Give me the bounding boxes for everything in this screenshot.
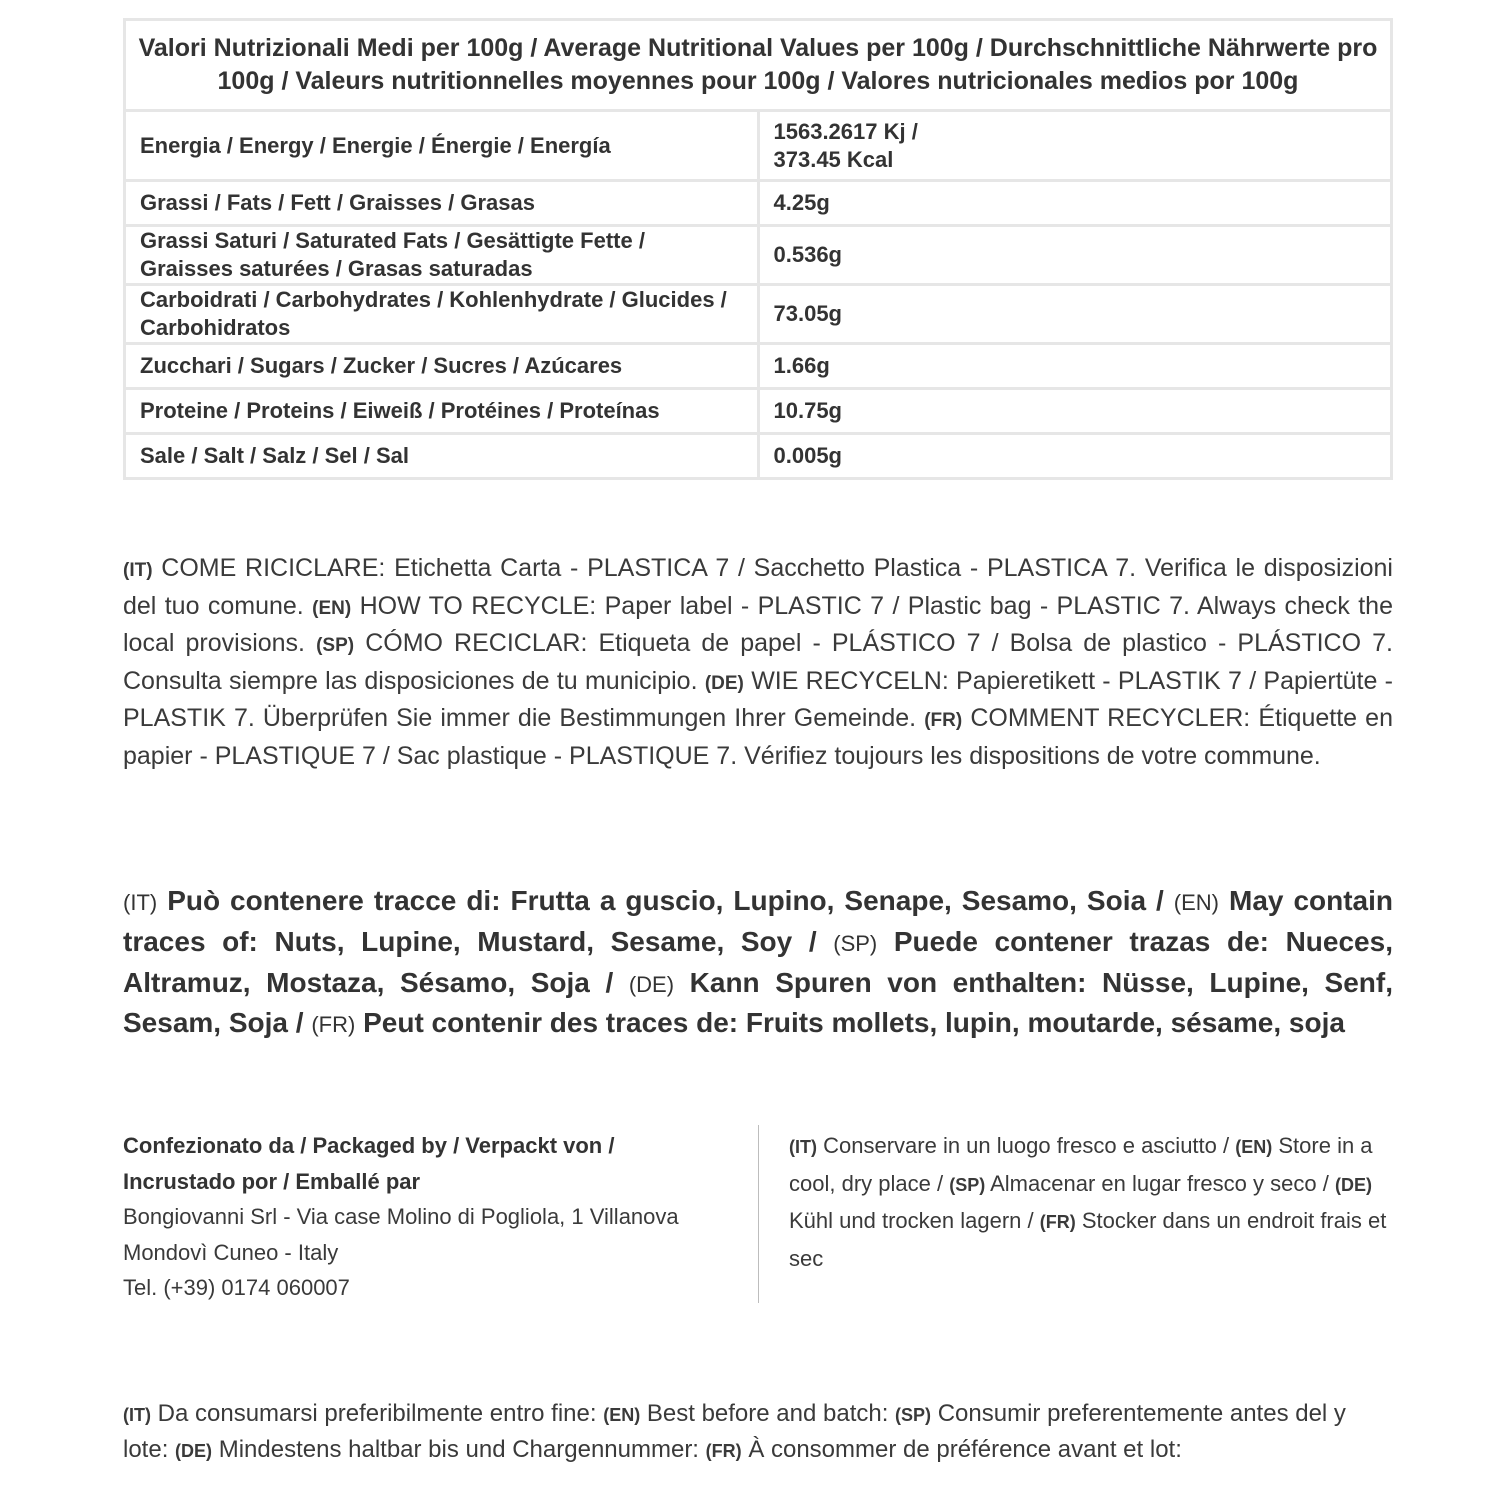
lang-tag-sp: (SP) [949,1174,986,1195]
lang-tag-sp: (SP) [833,930,878,956]
lang-tag-sp: (SP) [895,1405,932,1425]
nutrition-header: Valori Nutrizionali Medi per 100g / Average Nutritional Values per 100g / Durchschnittliche Nährwerte pro 100g / Valeurs nutritionnelles moyennes pour 100g / Valores nutricionales medios por 100g [125,20,1392,111]
nutrition-label: Sale / Salt / Salz / Sel / Sal [125,434,759,479]
nutrition-label: Grassi / Fats / Fett / Graisses / Grasas [125,181,759,226]
nutrition-label: Grassi Saturi / Saturated Fats / Gesättigte Fette / Graisses saturées / Grasas saturadas [125,226,759,285]
nutrition-value: 0.005g [758,434,1392,479]
lang-tag-en: (EN) [603,1405,641,1425]
recycling-instructions [123,551,1393,773]
nutrition-label: Carboidrati / Carbohydrates / Kohlenhydrate / Glucides / Carbohidratos [125,285,759,344]
nutrition-row-energy [125,111,1392,181]
lang-tag-en: (EN) [312,597,352,619]
nutrition-label: Zucchari / Sugars / Zucker / Sucres / Azúcares [125,344,759,389]
storage-text-fr: Stocker dans un endroit frais et sec [789,1208,1387,1271]
nutrition-row-salt [125,434,1392,479]
allergen-warning [123,882,1393,1045]
allergen-text-en: May contain traces of: Nuts, Lupine, Mustard, Sesame, Soy / [123,885,1394,957]
packager-phone: Tel. (+39) 0174 060007 [123,1275,350,1300]
storage-text-de: Kühl und trocken lagern / [789,1208,1034,1233]
recycle-text-de: WIE RECYCELN: Papieretikett - PLASTIK 7 / Papiertüte - PLASTIK 7. Überprüfen Sie immer die Bestimmungen Ihrer Gemeinde. [123,666,1394,732]
nutrition-row-fats [125,181,1392,226]
energy-kj: 1563.2617 Kj / [773,118,918,144]
bestbefore-text-en: Best before and batch: [646,1400,889,1427]
lang-tag-it: (IT) [123,560,153,581]
allergen-text-it: Può contenere tracce di: Frutta a guscio, Lupino, Senape, Sesamo, Soia / [167,885,1164,916]
recycle-text-sp: CÓMO RECICLAR: Etiqueta de papel - PLÁSTICO 7 / Bolsa de plastico - PLÁSTICO 7. Consulta siempre las disposiciones de tu municipio. [123,629,1393,695]
bestbefore-text-fr: À consommer de préférence avant et lot: [748,1435,1182,1463]
lang-tag-fr: (FR) [311,1012,356,1038]
lang-tag-de: (DE) [704,672,744,694]
packager-info [123,1128,733,1306]
nutrition-table [123,18,1393,480]
best-before-info [123,1397,1393,1468]
lang-tag-de: (DE) [1334,1174,1372,1195]
lang-tag-en: (EN) [1173,890,1220,915]
lang-tag-sp: (SP) [316,635,355,656]
nutrition-label: Proteine / Proteins / Eiweiß / Protéines / Proteínas [125,389,759,434]
nutrition-value: 1.66g [758,344,1392,389]
lang-tag-fr: (FR) [924,710,963,731]
packager-address-cont: Mondovì Cuneo - Italy [123,1239,339,1265]
nutrition-row-saturated-fats [125,226,1392,285]
energy-kcal: 373.45 Kcal [773,146,894,172]
allergen-text-de: Kann Spuren von enthalten: Nüsse, Lupine, Senf, Sesam, Soja / [123,966,1394,1039]
nutrition-row-sugars [125,344,1392,389]
bestbefore-text-sp: Consumir preferentemente antes del y lote: [123,1400,1346,1463]
lang-tag-de: (DE) [628,971,675,997]
packager-heading: Confezionato da / Packaged by / Verpackt von / [123,1133,615,1158]
nutrition-value: 73.05g [758,285,1392,344]
lang-tag-fr: (FR) [1039,1212,1076,1232]
packager-heading-cont: Incrustado por / Emballé par [123,1168,421,1194]
recycle-text-fr: COMMENT RECYCLER: Étiquette en papier - PLASTIQUE 7 / Sac plastique - PLASTIQUE 7. Vérifiez toujours les dispositions de votre commune. [123,704,1393,770]
storage-text-it: Conservare in un luogo fresco e asciutto / [823,1133,1230,1158]
storage-text-en: Store in a cool, dry place / [789,1133,1373,1196]
packager-address: Bongiovanni Srl - Via case Molino di Pogliola, 1 Villanova [123,1204,679,1229]
recycle-text-it: COME RICICLARE: Etichetta Carta - PLASTICA 7 / Sacchetto Plastica - PLASTICA 7. Verifica le disposizioni del tuo comune. [123,554,1393,620]
bestbefore-text-de: Mindestens haltbar bis und Chargennummer: [218,1435,699,1463]
lang-tag-it: (IT) [123,1405,151,1425]
lang-tag-de: (DE) [175,1440,213,1461]
lang-tag-it: (IT) [789,1137,817,1157]
nutrition-value: 0.536g [758,226,1392,285]
lang-tag-fr: (FR) [705,1440,742,1461]
nutrition-value: 4.25g [758,181,1392,226]
nutrition-header-row [125,20,1392,111]
nutrition-row-proteins [125,389,1392,434]
allergen-text-fr: Peut contenir des traces de: Fruits mollets, lupin, moutarde, sésame, soja [363,1007,1345,1039]
storage-text-sp: Almacenar en lugar fresco y seco / [990,1170,1329,1196]
bestbefore-text-it: Da consumarsi preferibilmente entro fine: [157,1400,597,1427]
recycle-text-en: HOW TO RECYCLE: Paper label - PLASTIC 7 / Plastic bag - PLASTIC 7. Always check the local provisions. [123,591,1393,657]
column-divider [758,1125,759,1303]
nutrition-row-carbohydrates [125,285,1392,344]
storage-instructions [789,1128,1394,1276]
nutrition-value [758,111,1392,181]
nutrition-value: 10.75g [758,389,1392,434]
nutrition-label: Energia / Energy / Energie / Énergie / Energía [125,111,759,181]
allergen-text-sp: Puede contener trazas de: Nueces, Altramuz, Mostaza, Sésamo, Soja / [123,925,1393,998]
lang-tag-en: (EN) [1235,1137,1273,1157]
lang-tag-it: (IT) [123,890,158,915]
